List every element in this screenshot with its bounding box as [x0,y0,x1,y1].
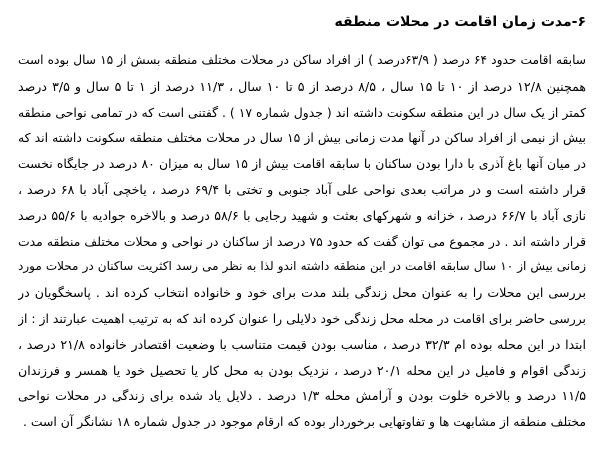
body-line: نازی آباد با ۶۶/۷ درصد ، خزانه و شهرکهای بعثت و شهید رجایی با ۵۸/۶ درصد و بالاخره جوادیه با ۵۵/۶ درصد [18,207,586,223]
body-line: ابتدا در این محله بوده ام ۳۲/۳ درصد ، مناسب بودن قیمت متناسب با وضعیت اقتصادر خانواده ۲۱/۸ درصد ، [18,336,586,352]
body-line: مختلف منطقه از مشابهت ها و تفاوتهایی برخوردار بوده که ارقام موجود در جدول شماره ۱۸ نشانگر آن است . [22,414,586,430]
section-body [18,48,586,435]
body-line: بررسی حاضر برای اقامت در محله محل زندگی خود دلایلی را عنوان کرده اند که به ترتیب اهمیت عبارتند از : از [18,310,586,326]
body-line: کمتر از یک سال در این منطقه سکونت داشته اند ( جدول شماره ۱۷ ) . گفتنی است که در تمامی نواحی منطقه [18,104,586,120]
body-line: سابقه اقامت حدود ۶۴ درصد ( ۶۳/۹درصد ) از افراد ساکن در محلات مختلف منطقه بسش از ۱۵ سال بوده است [18,53,586,67]
body-line: قرار داشته اند . در مجموع می توان گفت که حدود ۷۵ درصد از ساکنان در نواحی و محلات مختلف منطقه مدت [18,233,586,249]
body-line: همچنین ۱۲/۸ درصد از ۱۰ تا ۱۵ سال ، ۸/۵ درصد از ۵ تا ۱۰ سال ، ۱۱/۳ درصد از ۱ تا ۵ سال و ۳/۵ درصد [18,78,586,94]
body-line: زندگی اقوام و فامیل در این محله ۲۰/۱ درصد ، نزدیک بودن به محل کار یا تحصیل خود یا همسر و فرزندان [18,362,586,378]
body-line: در میان آنها باغ آذری با دارا بودن ساکنان با سابقه اقامت بیش از ۱۵ سال به میزان ۸۰ درصد در جایگاه نخست [18,156,586,172]
body-line: قرار داشته است و در مراتب بعدی نواحی علی آباد جنوبی و تختی با ۶۹/۴ درصد ، یاخچی آباد با ۶۸ درصد ، [18,181,586,197]
body-line: ۱۱/۵ درصد و بالاخره خلوت بودن و آرامش محله ۱/۳ درصد . دلایل یاد شده برای زندگی در محلات نواحی [18,388,586,404]
body-line: بیش از نیمی از افراد ساکن در آنها مدت زمانی بیش از ۱۵ سال در محلات مختلف منطقه سکونت داشته اند که [18,130,586,146]
body-line: زمانی بیش از ۱۰ سال سابقه اقامت در این منطقه داشته اندو لذا به نظر می رسد اکثریت ساکنان در محلات مورد [18,259,586,274]
body-line: بررسی این محلات را به عنوان محل زندگی بلند مدت برای خود و خانواده انتخاب کرده اند . پاسخگویان در [18,285,586,301]
section-heading: ۶-مدت زمان اقامت در محلات منطقه [334,14,586,30]
